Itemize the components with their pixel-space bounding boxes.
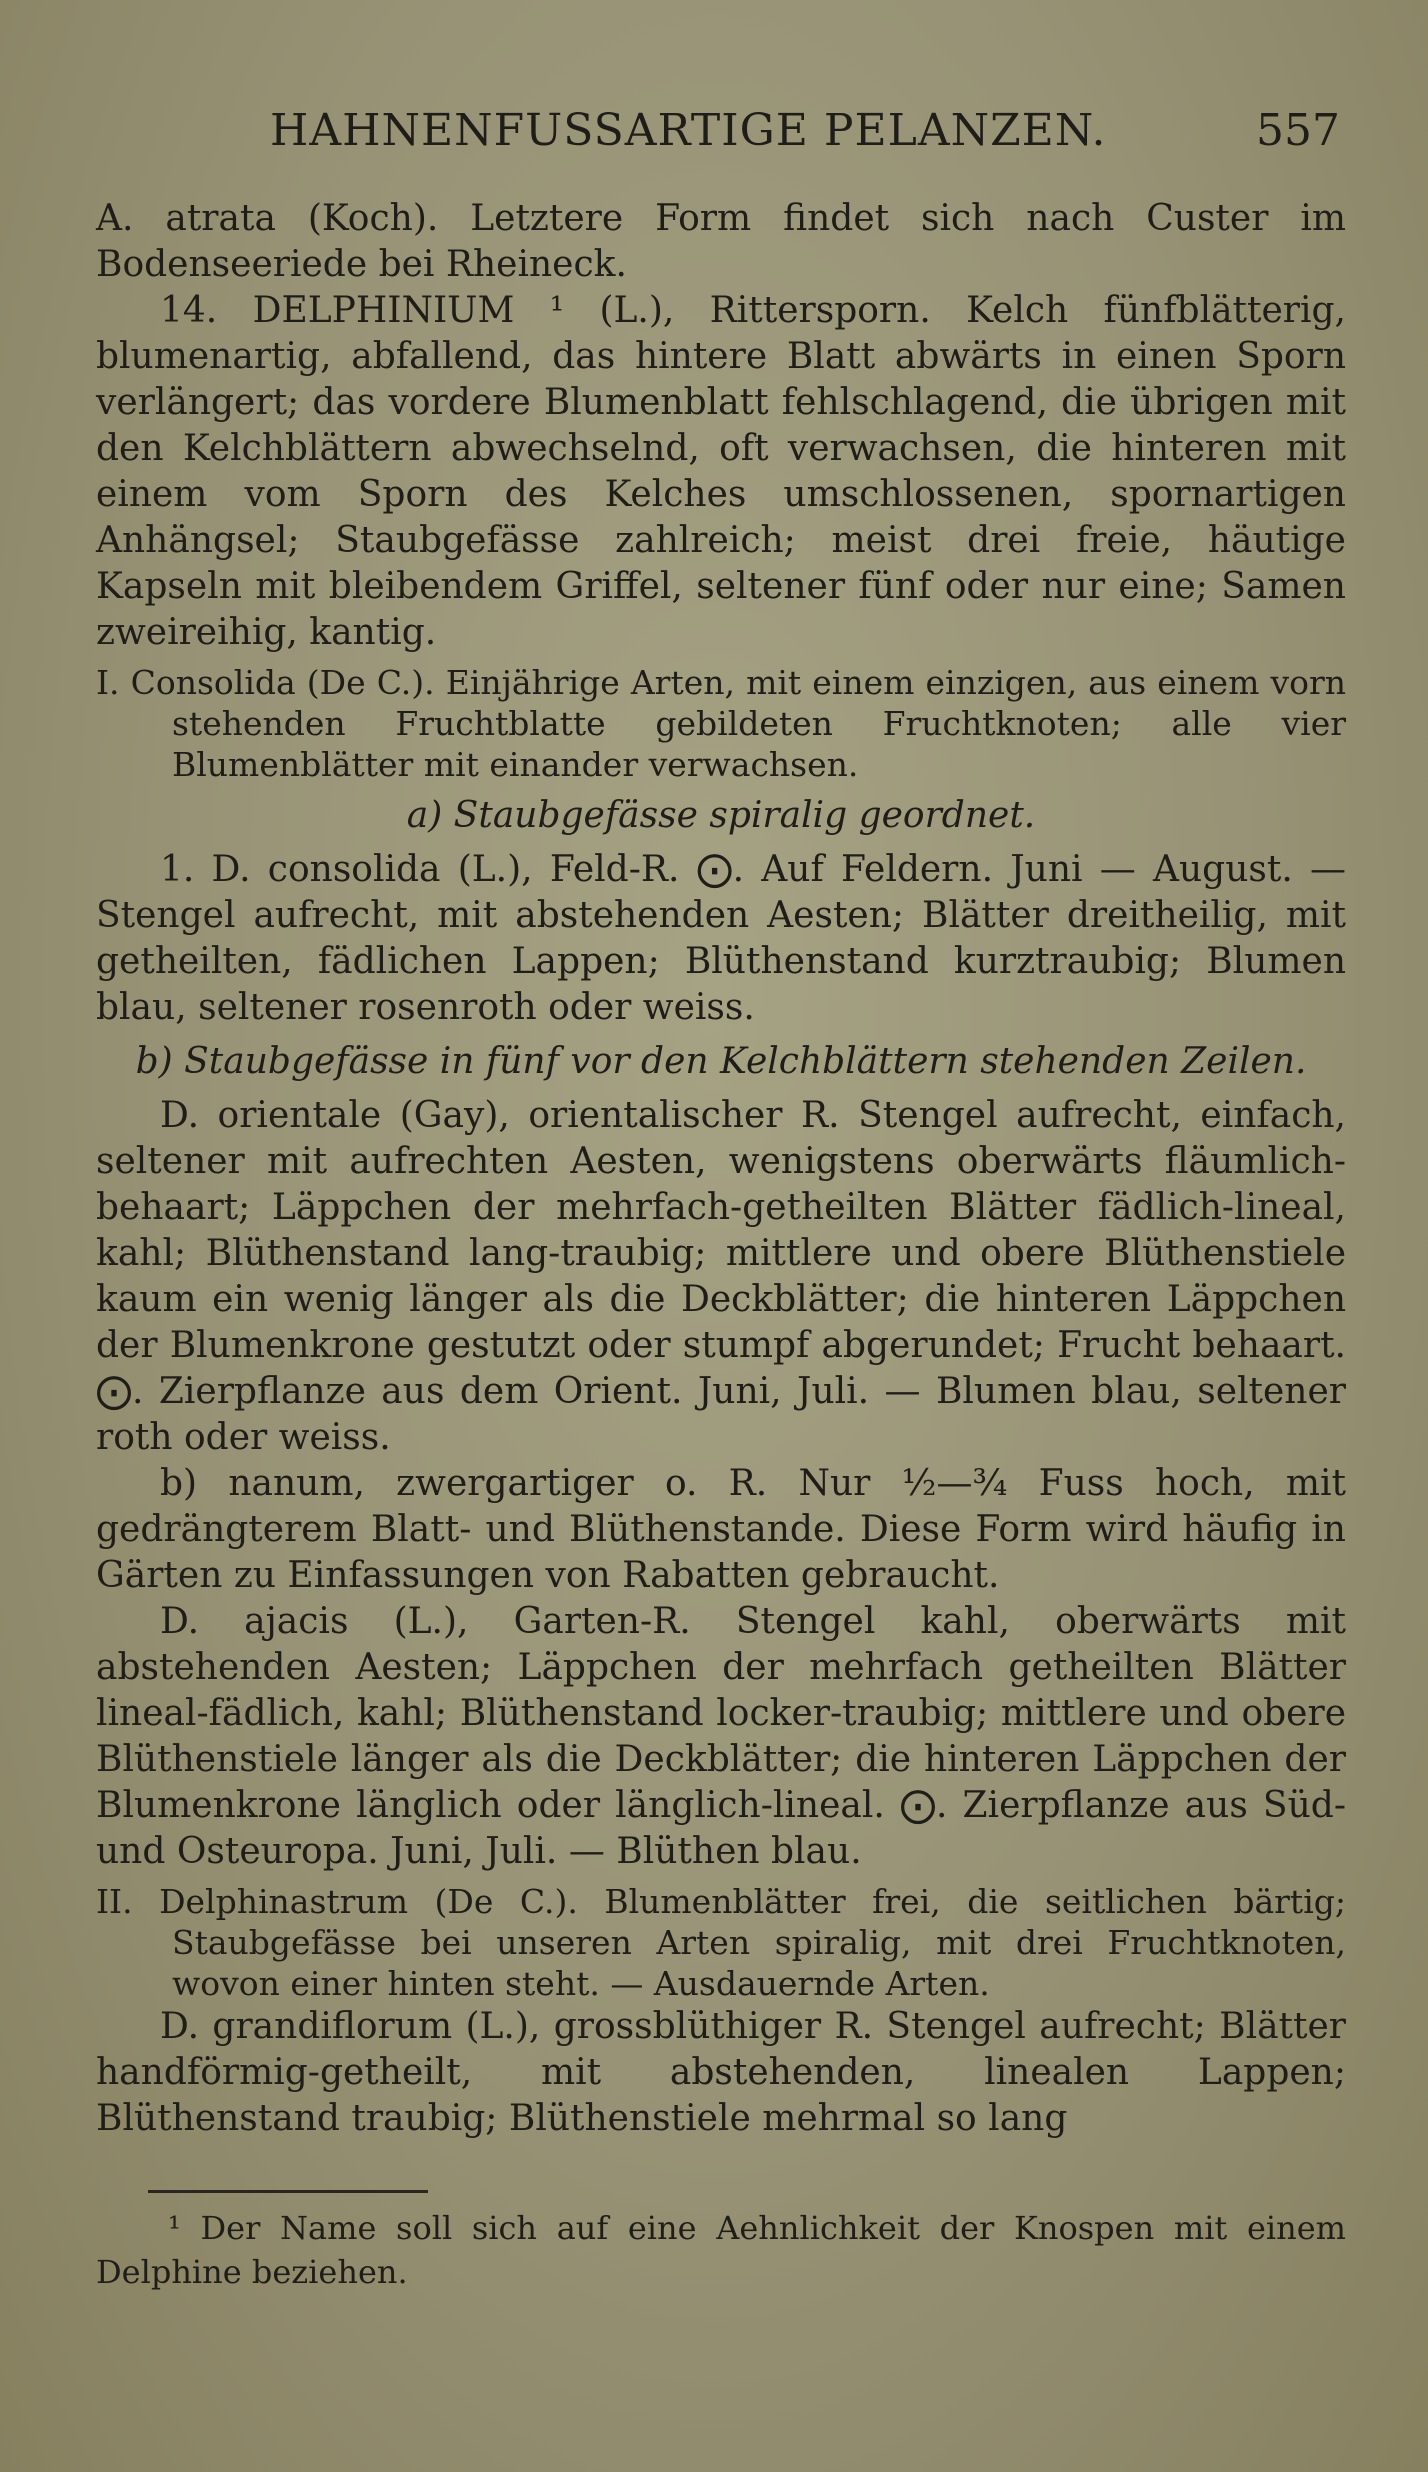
- body-text: [96, 196, 1346, 2142]
- subheading-a: a) Staubgefässe spiralig geordnet.: [406, 795, 1036, 836]
- running-header: [200, 98, 1340, 162]
- section-consolida: I. Consolida (De C.). Einjährige Arten, mit einem einzigen, aus einem vorn stehenden Fruchtblatte gebildeten Fruchtknoten; alle vier Blumenblätter mit einander verwachsen.: [96, 663, 1346, 784]
- footnote: ¹ Der Name soll sich auf eine Aehnlichkeit der Knospen mit einem Delphine beziehen.: [96, 2209, 1346, 2291]
- paragraph-d-orientale: D. orientale (Gay), orientalischer R. Stengel aufrecht, einfach, seltener mit aufrechten Aesten, wenigstens oberwärts fläumlich-behaart; Läppchen der mehrfach-getheilten Blätter fädlich-lineal, kahl; Blüthenstand lang-traubig; mittlere und obere Blüthenstiele kaum ein wenig länger als die Deckblätter; die hinteren Läppchen der Blumenkrone gestutzt oder stumpf abgerundet; Frucht behaart. ⨀. Zierpflanze aus dem Orient. Juni, Juli. — Blumen blau, seltener roth oder weiss.: [96, 1095, 1346, 1458]
- page-number: 557: [1256, 104, 1340, 156]
- section-delphinastrum: II. Delphinastrum (De C.). Blumenblätter frei, die seitlichen bärtig; Staubgefässe bei unseren Arten spiralig, mit drei Fruchtknoten, wovon einer hinten steht. — Ausdauernde Arten.: [96, 1882, 1346, 2003]
- paragraph-atrata: A. atrata (Koch). Letztere Form findet sich nach Custer im Bodenseeriede bei Rheineck.: [96, 198, 1346, 285]
- paragraph-nanum: b) nanum, zwergartiger o. R. Nur ½—¾ Fuss hoch, mit gedrängterem Blatt- und Blüthenstande. Diese Form wird häufig in Gärten zu Einfassungen von Rabatten gebraucht.: [96, 1463, 1346, 1596]
- paragraph-d-grandiflorum: D. grandiflorum (L.), grossblüthiger R. Stengel aufrecht; Blätter handförmig-getheilt, mit abstehenden, linealen Lappen; Blüthenstand traubig; Blüthenstiele mehrmal so lang: [96, 2006, 1346, 2139]
- running-title: HAHNENFUSSARTIGE PELANZEN.: [270, 104, 1107, 156]
- footnote-rule: [148, 2190, 428, 2193]
- subheading-b: b) Staubgefässe in fünf vor den Kelchblättern stehenden Zeilen.: [135, 1041, 1307, 1082]
- paragraph-delphinium-genus: 14. DELPHINIUM ¹ (L.), Rittersporn. Kelch fünfblätterig, blumenartig, abfallend, das hintere Blatt abwärts in einen Sporn verlängert; das vordere Blumenblatt fehlschlagend, die übrigen mit den Kelchblättern abwechselnd, oft verwachsen, die hinteren mit einem vom Sporn des Kelches umschlossenen, spornartigen Anhängsel; Staubgefässe zahlreich; meist drei freie, häutige Kapseln mit bleibendem Griffel, seltener fünf oder nur eine; Samen zweireihig, kantig.: [96, 290, 1346, 653]
- paragraph-d-ajacis: D. ajacis (L.), Garten-R. Stengel kahl, oberwärts mit abstehenden Aesten; Läppchen der mehrfach getheilten Blätter lineal-fädlich, kahl; Blüthenstand locker-traubig; mittlere und obere Blüthenstiele länger als die Deckblätter; die hinteren Läppchen der Blumenkrone länglich oder länglich-lineal. ⨀. Zierpflanze aus Süd- und Osteuropa. Juni, Juli. — Blüthen blau.: [96, 1601, 1346, 1872]
- paragraph-d-consolida: 1. D. consolida (L.), Feld-R. ⨀. Auf Feldern. Juni — August. — Stengel aufrecht, mit abstehenden Aesten; Blätter dreitheilig, mit getheilten, fädlichen Lappen; Blüthenstand kurztraubig; Blumen blau, seltener rosenroth oder weiss.: [96, 849, 1346, 1028]
